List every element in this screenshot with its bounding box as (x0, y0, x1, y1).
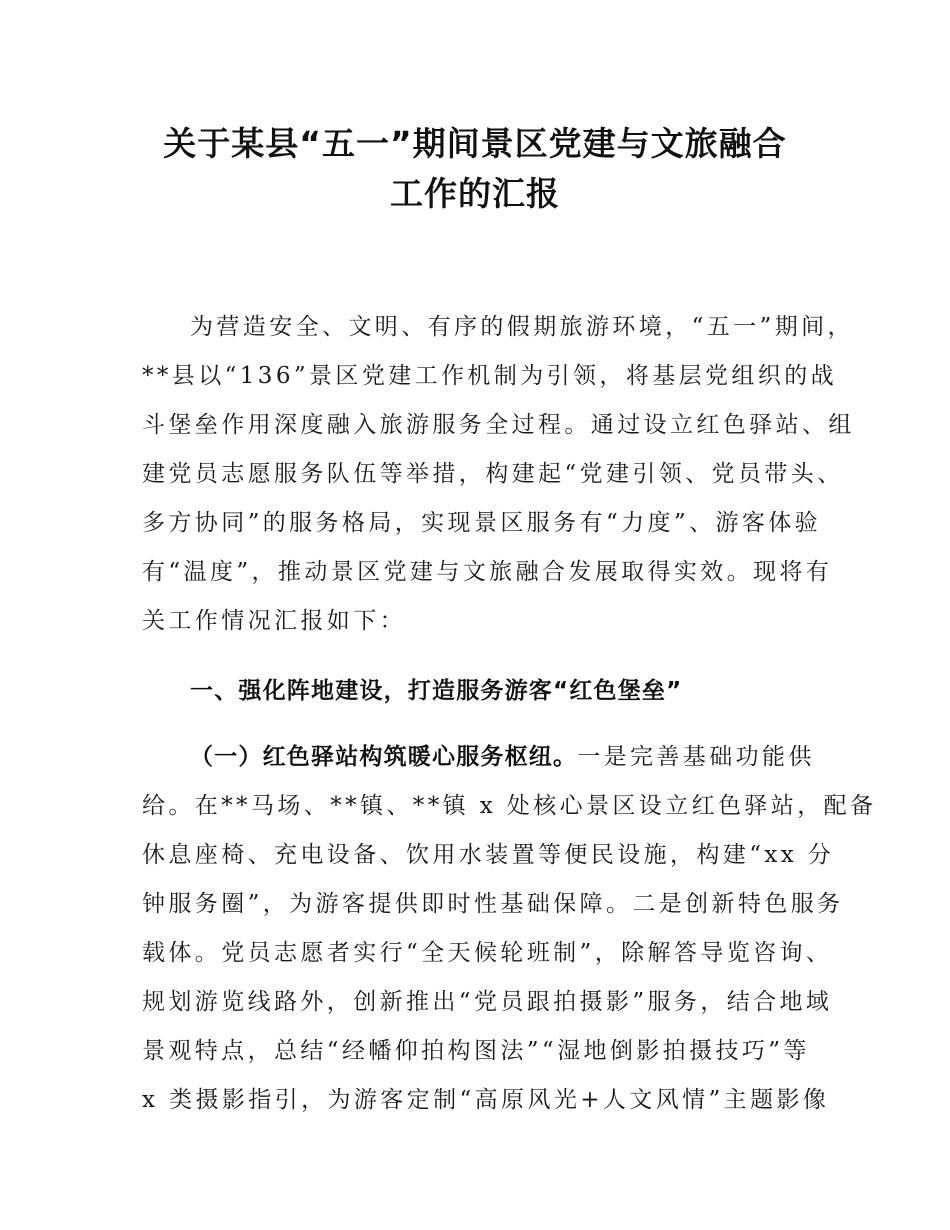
subsection-1-line-3: 休息座椅、充电设备、饮用水装置等便民设施，构建“xx 分 (142, 842, 835, 868)
subsection-1-first-line (190, 738, 815, 771)
intro-line-1: 为营造安全、文明、有序的假期旅游环境，“五一”期间， (190, 314, 854, 340)
document-title-line-2: 工作的汇报 (390, 174, 560, 213)
subsection-1-line-5: 载体。党员志愿者实行“全天候轮班制”，除解答导览咨询、 (142, 940, 833, 966)
subsection-1-first-line-text: 一是完善基础功能供 (577, 744, 815, 770)
subsection-1-line-8: x 类摄影指引，为游客定制“高原风光+人文风情”主题影像 (142, 1087, 830, 1113)
subsection-1-line-2: 给。在**马场、**镇、**镇 x 处核心景区设立红色驿站，配备 (142, 793, 877, 819)
subsection-1-line-7: 景观特点，总结“经幡仰拍构图法”“湿地倒影拍摄技巧”等 (142, 1038, 810, 1064)
document-title-line-1: 关于某县“五一”期间景区党建与文旅融合 (163, 124, 787, 163)
intro-line-6: 有“温度”，推动景区党建与文旅融合发展取得实效。现将有 (142, 559, 833, 585)
intro-line-7: 关工作情况汇报如下： (142, 608, 406, 634)
intro-line-5: 多方协同”的服务格局，实现景区服务有“力度”、游客体验 (142, 510, 822, 536)
subsection-1-line-6: 规划游览线路外，创新推出“党员跟拍摄影”服务，结合地域 (142, 989, 833, 1015)
section-1-heading: 一、强化阵地建设，打造服务游客“红色堡垒” (190, 678, 683, 704)
intro-line-2: **县以“136”景区党建工作机制为引领，将基层党组织的战 (142, 363, 838, 389)
intro-line-4: 建党员志愿服务队伍等举措，构建起“党建引领、党员带头、 (142, 461, 844, 487)
intro-line-3: 斗堡垒作用深度融入旅游服务全过程。通过设立红色驿站、组 (142, 412, 855, 438)
subsection-1-line-4: 钟服务圈”，为游客提供即时性基础保障。二是创新特色服务 (142, 891, 844, 917)
subsection-1-heading: （一）红色驿站构筑暖心服务枢纽。 (190, 744, 578, 770)
